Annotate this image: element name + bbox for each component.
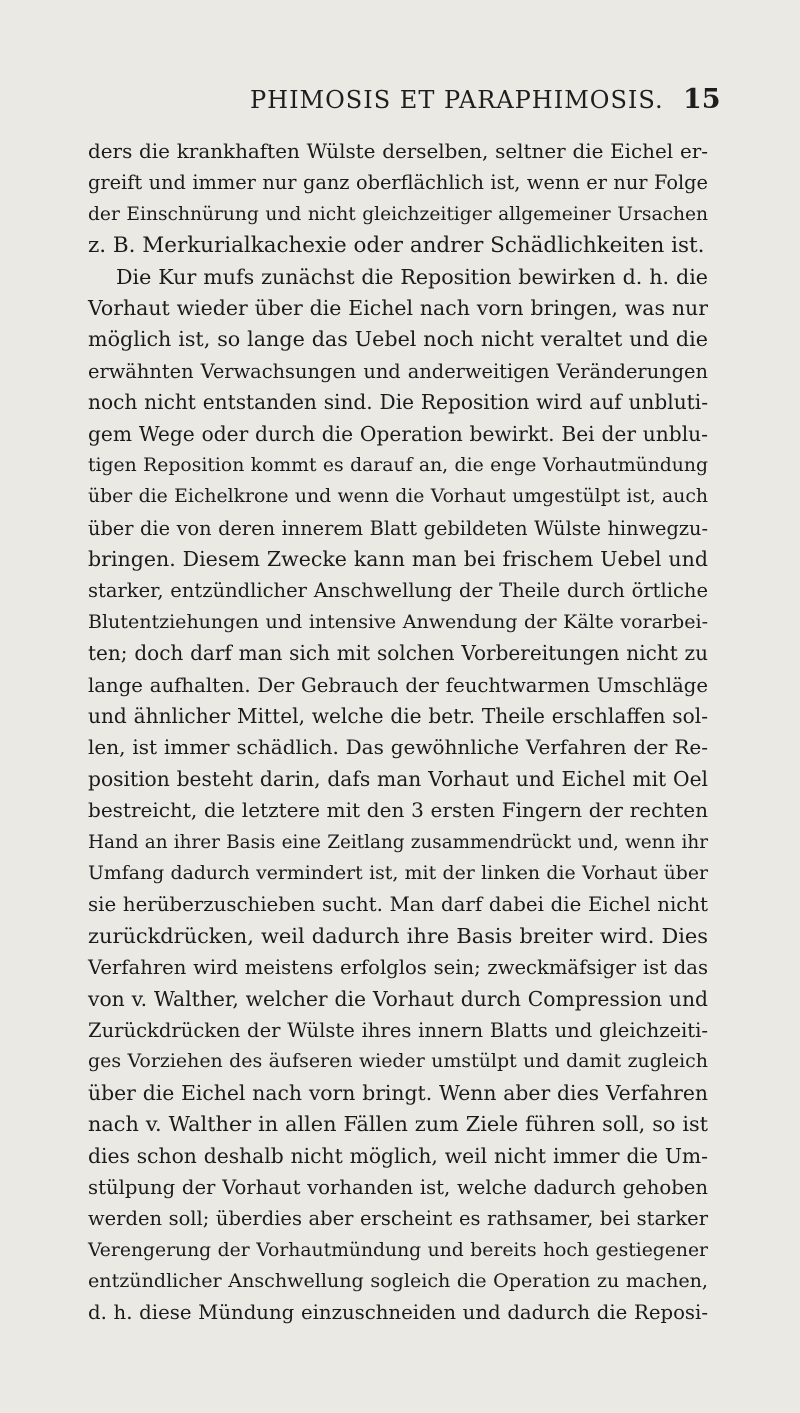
text-line: gem Wege oder durch die Operation bewirkt. Bei der unblu-	[88, 421, 708, 446]
text-line: noch nicht entstanden sind. Die Reposition wird auf unbluti-	[88, 390, 708, 415]
text-line: stülpung der Vorhaut vorhanden ist, welche dadurch gehoben	[88, 1175, 708, 1199]
text-line: ten; doch darf man sich mit solchen Vorbereitungen nicht zu	[88, 641, 708, 666]
text-line: werden soll; überdies aber erscheint es rathsamer, bei starker	[88, 1207, 708, 1231]
text-line: erwähnten Verwachsungen und anderweitigen Veränderungen	[88, 359, 708, 383]
text-line: Vorhaut wieder über die Eichel nach vorn bringen, was nur	[88, 295, 708, 320]
text-line: Zurückdrücken der Wülste ihres innern Blatts und gleichzeiti-	[88, 1018, 708, 1042]
text-line: z. B. Merkurialkachexie oder andrer Schädlichkeiten ist.	[88, 233, 705, 259]
text-line: Verengerung der Vorhautmündung und bereits hoch gestiegener	[88, 1239, 708, 1261]
text-line: über die Eichelkrone und wenn die Vorhaut umgestülpt ist, auch	[88, 486, 708, 508]
text-line: über die Eichel nach vorn bringt. Wenn aber dies Verfahren	[88, 1080, 708, 1105]
text-line: len, ist immer schädlich. Das gewöhnliche Verfahren der Re-	[88, 735, 708, 760]
text-line: tigen Reposition kommt es darauf an, die enge Vorhautmündung	[88, 454, 708, 476]
text-line: Hand an ihrer Basis eine Zeitlang zusammendrückt und, wenn ihr	[88, 831, 708, 853]
text-line: bringen. Diesem Zwecke kann man bei frischem Uebel und	[88, 547, 708, 572]
text-line: entzündlicher Anschwellung sogleich die Operation zu machen,	[88, 1270, 708, 1293]
text-line: von v. Walther, welcher die Vorhaut durch Compression und	[88, 986, 708, 1011]
text-line: Die Kur mufs zunächst die Reposition bewirken d. h. die	[116, 264, 708, 289]
text-line: lange aufhalten. Der Gebrauch der feuchtwarmen Umschläge	[88, 673, 708, 697]
page-number: 15	[683, 84, 721, 115]
body-text	[88, 136, 708, 1329]
text-line: sie herüberzuschieben sucht. Man darf dabei die Eichel nicht	[88, 893, 708, 917]
text-line: ges Vorziehen des äufseren wieder umstülpt und damit zugleich	[88, 1050, 708, 1073]
text-line: über die von deren innerem Blatt gebildeten Wülste hinwegzu-	[88, 516, 708, 540]
text-line: möglich ist, so lange das Uebel noch nicht veraltet und die	[88, 327, 708, 352]
page-header	[0, 86, 800, 126]
text-line: nach v. Walther in allen Fällen zum Ziele führen soll, so ist	[88, 1112, 708, 1137]
text-line: d. h. diese Mündung einzuschneiden und dadurch die Reposi-	[88, 1301, 708, 1325]
text-line: greift und immer nur ganz oberflächlich ist, wenn er nur Folge	[88, 171, 708, 195]
text-line: der Einschnürung und nicht gleichzeitiger allgemeiner Ursachen	[88, 203, 708, 225]
text-line: dies schon deshalb nicht möglich, weil nicht immer die Um-	[88, 1143, 708, 1168]
text-line: Verfahren wird meistens erfolglos sein; zweckmäfsiger ist das	[88, 956, 708, 980]
text-line: und ähnlicher Mittel, welche die betr. Theile erschlaffen sol-	[88, 704, 708, 729]
text-line: zurückdrücken, weil dadurch ihre Basis breiter wird. Dies	[88, 923, 708, 948]
text-line: ders die krankhaften Wülste derselben, seltner die Eichel er-	[88, 140, 708, 163]
text-line: Blutentziehungen und intensive Anwendung der Kälte vorarbei-	[88, 610, 708, 633]
text-line: starker, entzündlicher Anschwellung der Theile durch örtliche	[88, 579, 708, 603]
text-line: position besteht darin, dafs man Vorhaut und Eichel mit Oel	[88, 766, 708, 791]
running-title: PHIMOSIS ET PARAPHIMOSIS.	[250, 86, 664, 114]
text-line: bestreicht, die letztere mit den 3 ersten Fingern der rechten	[88, 798, 708, 823]
text-line: Umfang dadurch vermindert ist, mit der linken die Vorhaut über	[88, 862, 708, 884]
